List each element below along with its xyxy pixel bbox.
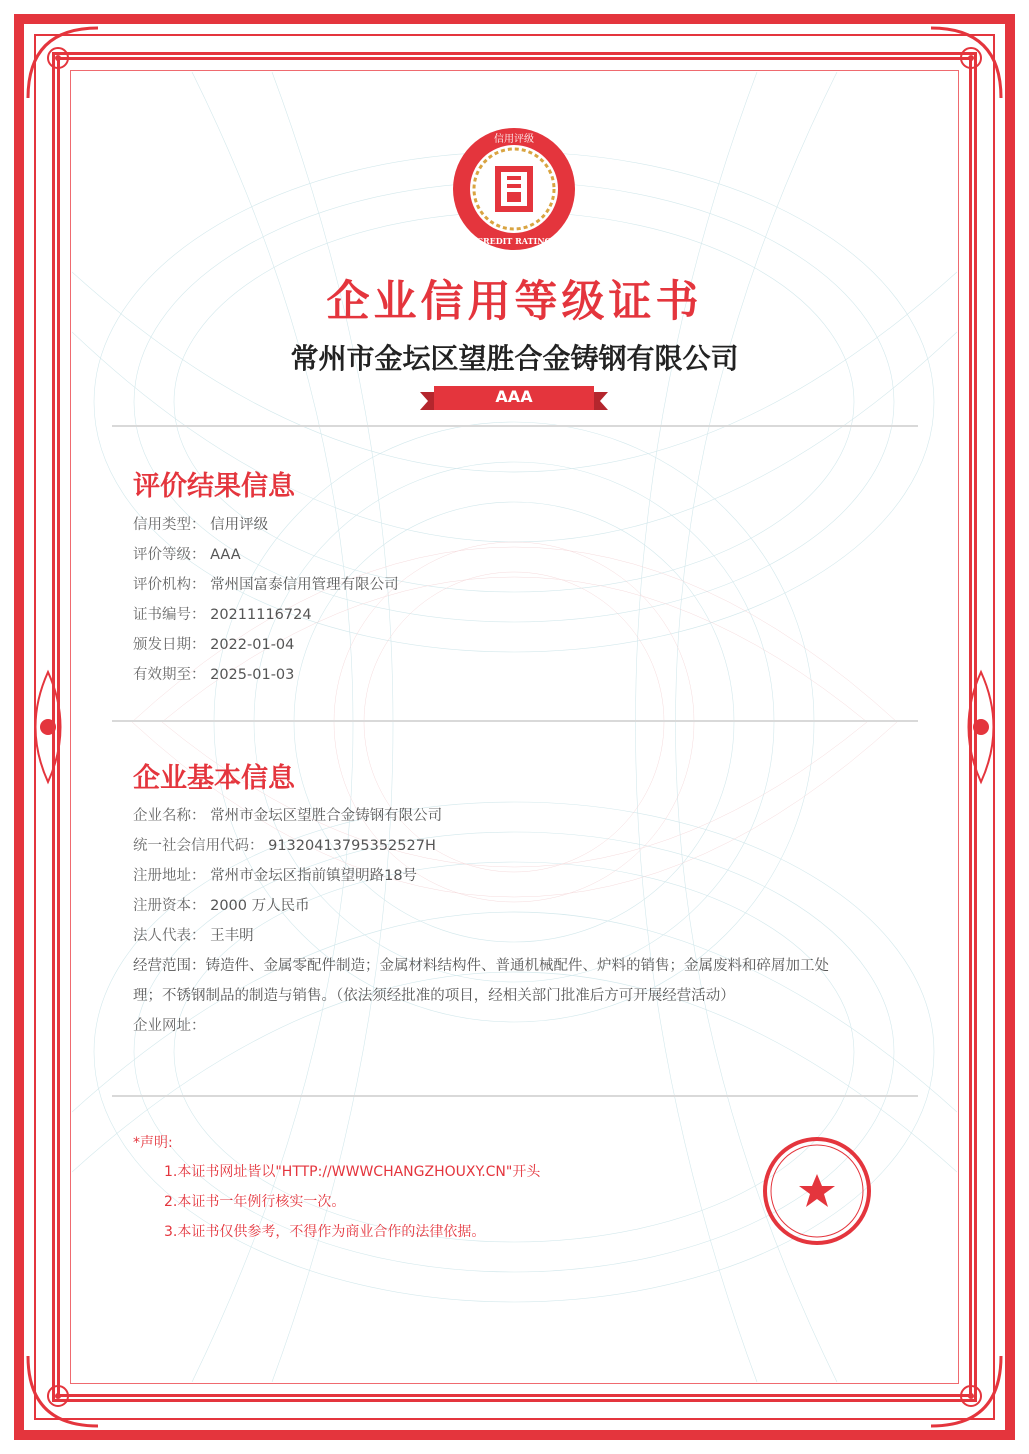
notice-item: 3.本证书仅供参考，不得作为商业合作的法律依据。 — [164, 1224, 486, 1240]
field-label: 有效期至： — [133, 667, 206, 683]
enterprise-row-name — [133, 806, 442, 826]
field-value: 2022-01-04 — [210, 637, 295, 653]
field-value: 常州国富泰信用管理有限公司 — [210, 577, 399, 593]
corner-ornament-bottom-left — [18, 1346, 108, 1436]
notice-item: 2.本证书一年例行核实一次。 — [164, 1194, 346, 1210]
field-value: 91320413795352527H — [268, 838, 436, 854]
field-value: 常州市金坛区望胜合金铸钢有限公司 — [210, 808, 443, 824]
enterprise-row-credit-code — [133, 836, 436, 856]
evaluation-row-grade — [133, 545, 241, 565]
company-name-heading: 常州市金坛区望胜合金铸钢有限公司 — [290, 342, 739, 375]
field-label: 评价等级： — [133, 547, 206, 563]
divider — [112, 1095, 918, 1097]
enterprise-row-business-scope — [133, 951, 913, 1011]
evaluation-row-agency — [133, 575, 399, 595]
certificate-title: 企业信用等级证书 — [326, 277, 703, 327]
official-seal — [762, 1136, 872, 1246]
field-label: 企业网址： — [133, 1018, 206, 1034]
logo-text-top: 信用评级 — [494, 134, 534, 145]
evaluation-row-valid-until — [133, 665, 294, 685]
divider — [112, 425, 918, 427]
field-label: 证书编号： — [133, 607, 206, 623]
notice-heading: *声明: — [133, 1135, 173, 1151]
corner-ornament-top-right — [921, 18, 1011, 108]
field-label: 信用类型： — [133, 517, 206, 533]
field-value: 信用评级 — [210, 517, 269, 533]
field-label: 注册资本： — [133, 898, 206, 914]
enterprise-row-legal-rep — [133, 926, 254, 946]
field-label: 颁发日期： — [133, 637, 206, 653]
enterprise-row-website — [133, 1016, 206, 1036]
evaluation-row-certificate-number — [133, 605, 312, 625]
field-value: 常州市金坛区指前镇望明路18号 — [210, 868, 418, 884]
business-scope-line-2: 理；不锈钢制品的制造与销售。（依法须经批准的项目，经相关部门批准后方可开展经营活动） — [133, 988, 735, 1004]
evaluation-row-issue-date — [133, 635, 294, 655]
logo-text-bottom: CREDIT RATING — [476, 236, 552, 246]
enterprise-section-title: 企业基本信息 — [133, 763, 295, 794]
notice-item: 1.本证书网址皆以"HTTP://WWWCHANGZHOUXY.CN"开头 — [164, 1164, 541, 1180]
divider — [112, 720, 918, 722]
corner-ornament-top-left — [18, 18, 108, 108]
side-ornament-right — [951, 667, 1011, 787]
field-label: 注册地址： — [133, 868, 206, 884]
field-label: 经营范围： — [133, 958, 206, 974]
field-label: 企业名称： — [133, 808, 206, 824]
field-value: 2025-01-03 — [210, 667, 295, 683]
field-value: 2000 万人民币 — [210, 898, 310, 914]
side-ornament-left — [18, 667, 78, 787]
evaluation-section-title: 评价结果信息 — [133, 471, 295, 502]
field-label: 统一社会信用代码： — [133, 838, 264, 854]
field-value: 王丰明 — [210, 928, 254, 944]
evaluation-row-credit-type — [133, 515, 268, 535]
credit-rating-logo — [451, 126, 577, 252]
grade-badge: AAA — [495, 387, 533, 406]
enterprise-row-capital — [133, 896, 310, 916]
business-scope-line-1: 铸造件、金属零配件制造；金属材料结构件、普通机械配件、炉料的销售；金属废料和碎屑加工处 — [205, 958, 829, 974]
enterprise-row-address — [133, 866, 417, 886]
field-value: AAA — [210, 547, 241, 563]
corner-ornament-bottom-right — [921, 1346, 1011, 1436]
field-label: 评价机构： — [133, 577, 206, 593]
field-value: 20211116724 — [210, 607, 312, 623]
field-label: 法人代表： — [133, 928, 206, 944]
